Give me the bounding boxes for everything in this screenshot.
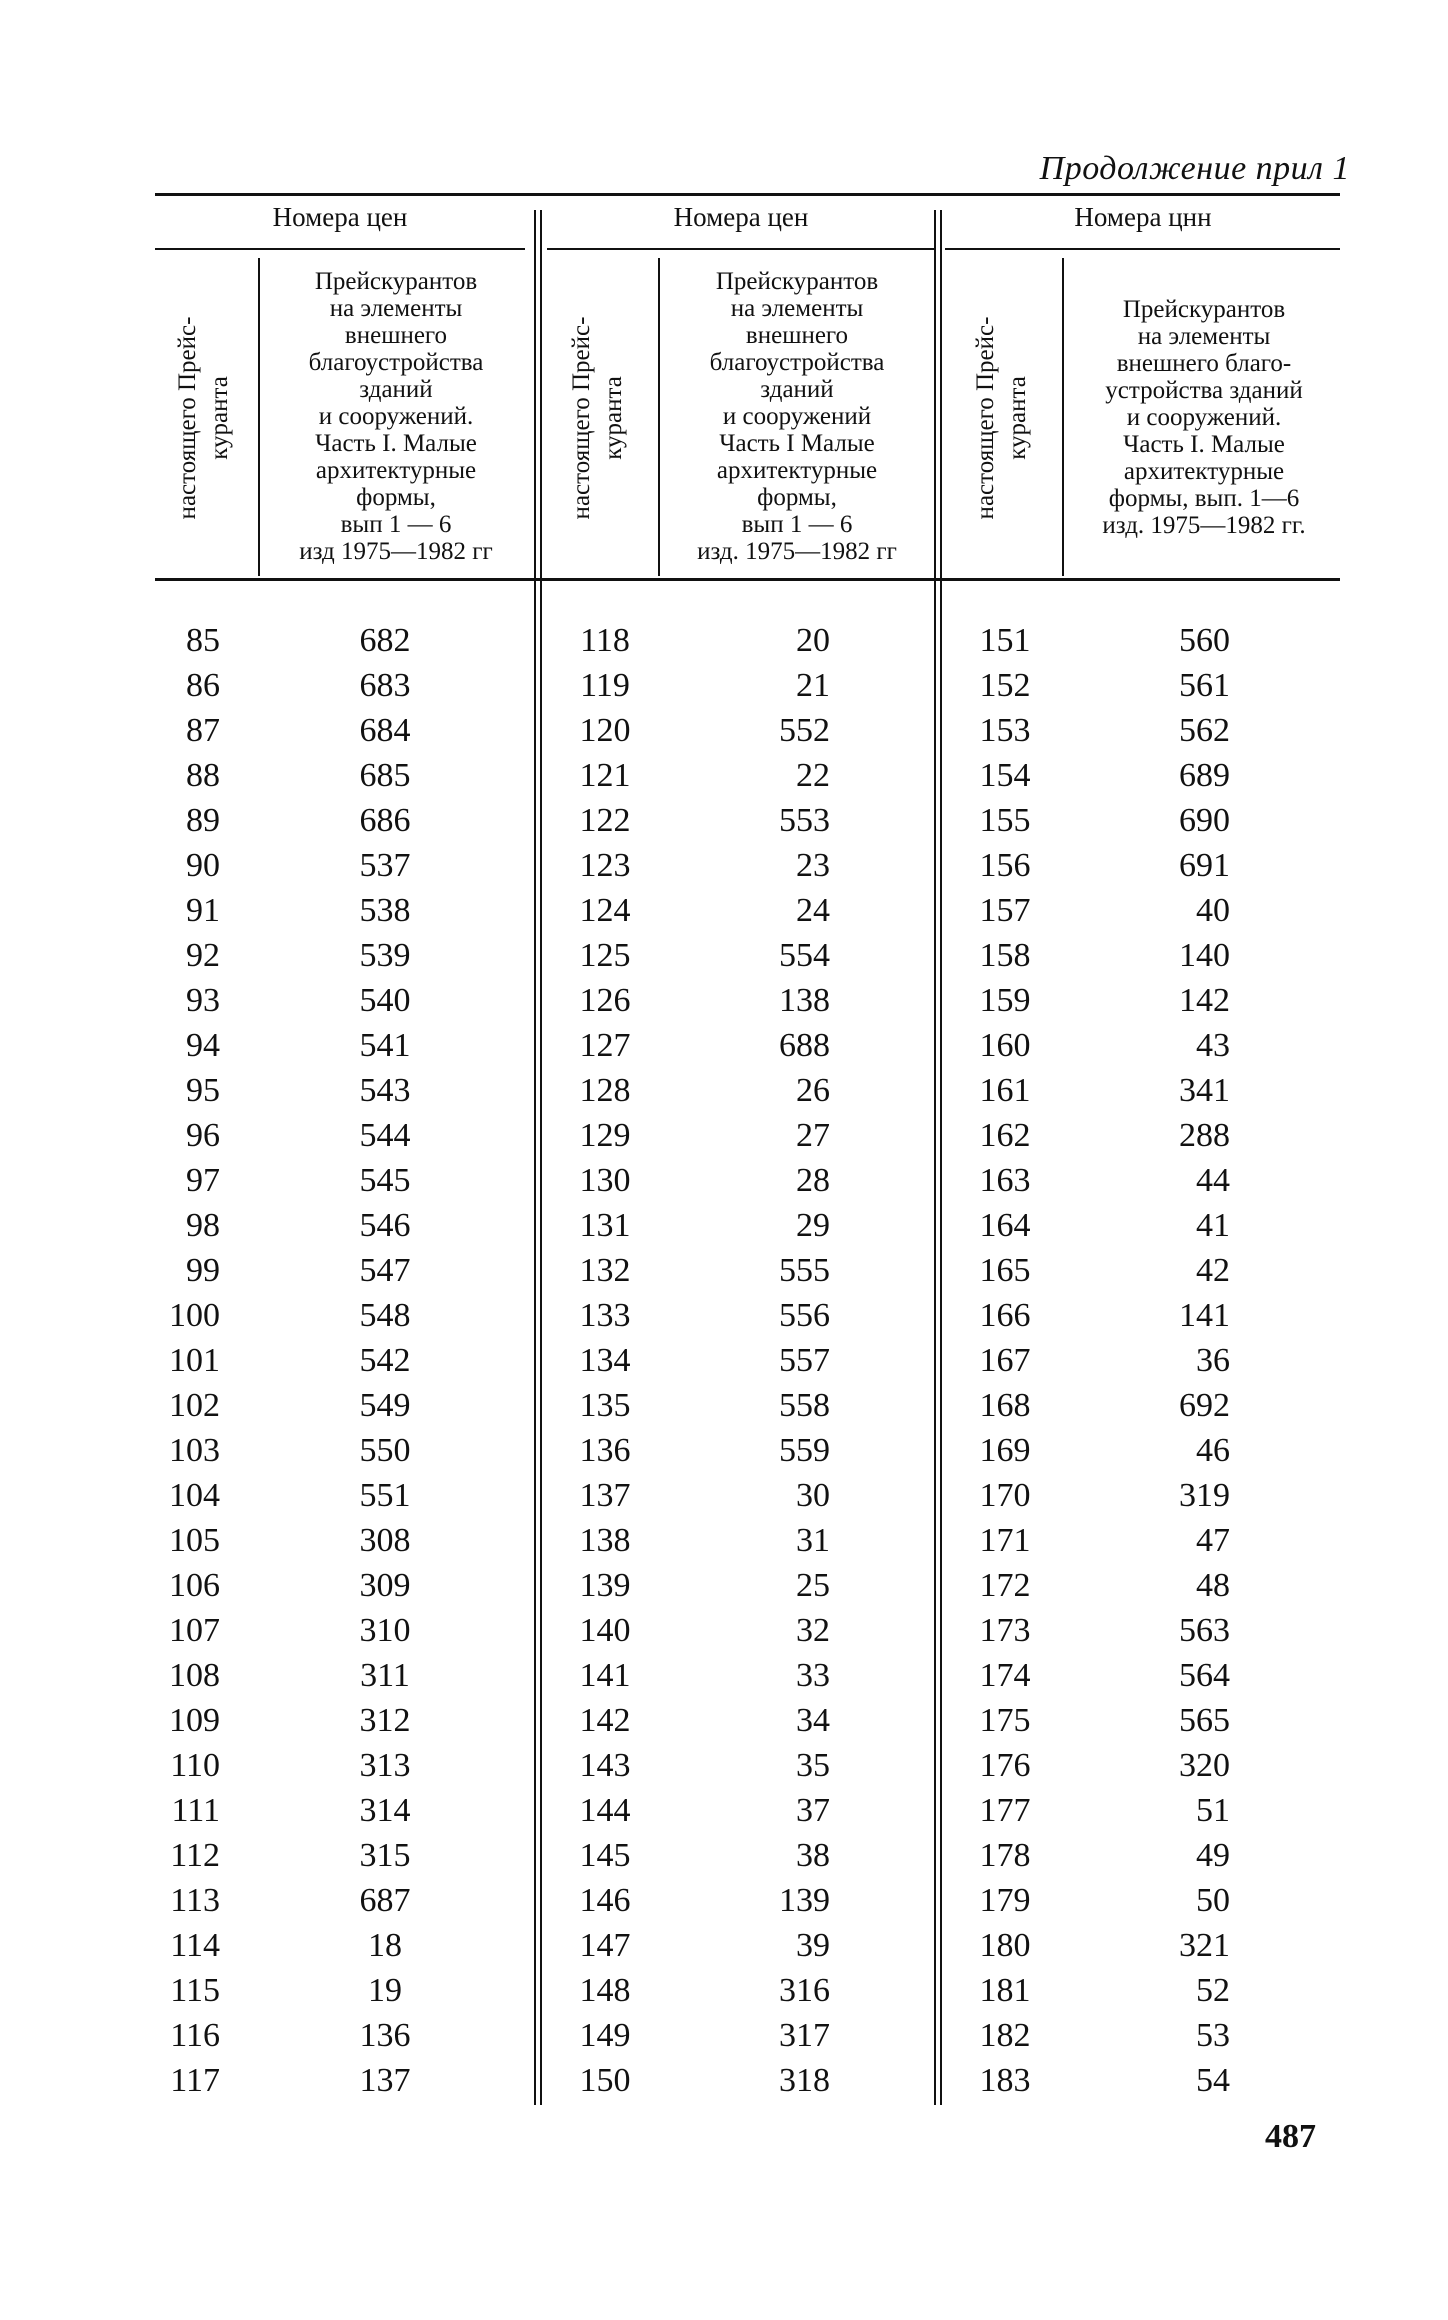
table-cell: 161 <box>979 1072 1031 1109</box>
table-cell: 146 <box>579 1882 631 1919</box>
table-cell: 541 <box>359 1027 411 1064</box>
table-cell: 183 <box>979 2062 1031 2099</box>
table-cell: 105 <box>169 1522 220 1559</box>
table-cell: 313 <box>359 1747 411 1784</box>
table-cell: 94 <box>186 1027 220 1064</box>
page-number: 487 <box>1265 2118 1316 2155</box>
table-cell: 107 <box>169 1612 220 1649</box>
table-cell: 318 <box>779 2062 830 2099</box>
table-cell: 309 <box>359 1567 411 1604</box>
table-cell: 158 <box>979 937 1031 974</box>
group-separator <box>934 210 942 2105</box>
current-column-header: настоящего Прейс- куранта <box>568 316 627 520</box>
table-cell: 182 <box>979 2017 1031 2054</box>
table-cell: 18 <box>368 1927 402 1964</box>
table-cell: 49 <box>1196 1837 1230 1874</box>
table-cell: 542 <box>359 1342 411 1379</box>
table-cell: 48 <box>1196 1567 1230 1604</box>
table-cell: 181 <box>979 1972 1031 2009</box>
table-cell: 37 <box>796 1792 830 1829</box>
table-cell: 546 <box>359 1207 411 1244</box>
table-cell: 124 <box>579 892 631 929</box>
table-cell: 152 <box>979 667 1031 704</box>
table-cell: 41 <box>1196 1207 1230 1244</box>
table-cell: 25 <box>796 1567 830 1604</box>
table-cell: 122 <box>579 802 631 839</box>
table-cell: 40 <box>1196 892 1230 929</box>
table-cell: 22 <box>796 757 830 794</box>
group-title: Номера цен <box>272 202 408 232</box>
table-cell: 153 <box>979 712 1031 749</box>
table-cell: 110 <box>170 1747 220 1784</box>
table-cell: 108 <box>169 1657 220 1694</box>
header-bottom-rule <box>155 578 1340 581</box>
table-cell: 548 <box>359 1297 411 1334</box>
top-rule <box>155 193 1340 196</box>
group-rule <box>155 248 525 250</box>
table-cell: 157 <box>979 892 1031 929</box>
table-cell: 138 <box>579 1522 631 1559</box>
table-cell: 683 <box>359 667 411 704</box>
table-cell: 682 <box>359 622 411 659</box>
table-cell: 98 <box>186 1207 220 1244</box>
table-cell: 564 <box>1179 1657 1230 1694</box>
table-cell: 288 <box>1179 1117 1230 1154</box>
table-cell: 549 <box>359 1387 411 1424</box>
table-cell: 117 <box>170 2062 220 2099</box>
header-separator <box>1062 258 1064 576</box>
table-cell: 172 <box>979 1567 1031 1604</box>
table-cell: 164 <box>979 1207 1031 1244</box>
table-cell: 317 <box>779 2017 830 2054</box>
table-cell: 24 <box>796 892 830 929</box>
table-cell: 561 <box>1179 667 1230 704</box>
table-cell: 134 <box>579 1342 631 1379</box>
table-cell: 170 <box>979 1477 1031 1514</box>
table-cell: 109 <box>169 1702 220 1739</box>
table-cell: 308 <box>359 1522 411 1559</box>
table-cell: 128 <box>579 1072 631 1109</box>
group-rule <box>547 248 935 250</box>
table-cell: 118 <box>580 622 630 659</box>
table-cell: 547 <box>359 1252 411 1289</box>
table-cell: 46 <box>1196 1432 1230 1469</box>
table-cell: 116 <box>170 2017 220 2054</box>
current-number-column <box>150 618 220 2103</box>
table-cell: 138 <box>779 982 830 1019</box>
table-cell: 538 <box>359 892 411 929</box>
table-cell: 179 <box>979 1882 1031 1919</box>
table-cell: 139 <box>579 1567 631 1604</box>
table-cell: 171 <box>979 1522 1031 1559</box>
table-cell: 312 <box>359 1702 411 1739</box>
table-cell: 44 <box>1196 1162 1230 1199</box>
table-cell: 95 <box>186 1072 220 1109</box>
table-cell: 96 <box>186 1117 220 1154</box>
table-cell: 141 <box>1179 1297 1230 1334</box>
current-column-header: настоящего Прейс- куранта <box>972 316 1031 520</box>
table-cell: 692 <box>1179 1387 1230 1424</box>
table-cell: 560 <box>1179 622 1230 659</box>
table-cell: 47 <box>1196 1522 1230 1559</box>
table-cell: 115 <box>170 1972 220 2009</box>
table-cell: 102 <box>169 1387 220 1424</box>
table-cell: 123 <box>579 847 631 884</box>
group-title: Номера цнн <box>1074 202 1212 232</box>
group-title: Номера цен <box>673 202 809 232</box>
table-cell: 160 <box>979 1027 1031 1064</box>
current-number-column <box>560 618 650 2103</box>
table-cell: 154 <box>979 757 1031 794</box>
table-cell: 23 <box>796 847 830 884</box>
table-cell: 136 <box>579 1432 631 1469</box>
table-cell: 119 <box>580 667 630 704</box>
table-cell: 140 <box>579 1612 631 1649</box>
table-cell: 137 <box>359 2062 411 2099</box>
table-cell: 539 <box>359 937 411 974</box>
table-cell: 142 <box>579 1702 631 1739</box>
table-cell: 175 <box>979 1702 1031 1739</box>
table-cell: 139 <box>779 1882 830 1919</box>
table-cell: 341 <box>1179 1072 1230 1109</box>
header-separator <box>658 258 660 576</box>
table-cell: 87 <box>186 712 220 749</box>
table-cell: 159 <box>979 982 1031 1019</box>
table-cell: 34 <box>796 1702 830 1739</box>
table-cell: 106 <box>169 1567 220 1604</box>
table-cell: 174 <box>979 1657 1031 1694</box>
table-cell: 112 <box>170 1837 220 1874</box>
table-cell: 33 <box>796 1657 830 1694</box>
table-cell: 85 <box>186 622 220 659</box>
table-cell: 167 <box>979 1342 1031 1379</box>
old-number-column <box>730 618 830 2103</box>
table-cell: 148 <box>579 1972 631 2009</box>
table-cell: 86 <box>186 667 220 704</box>
table-cell: 315 <box>359 1837 411 1874</box>
table-cell: 26 <box>796 1072 830 1109</box>
current-number-column <box>960 618 1050 2103</box>
table-cell: 89 <box>186 802 220 839</box>
table-cell: 559 <box>779 1432 830 1469</box>
table-cell: 562 <box>1179 712 1230 749</box>
table-cell: 50 <box>1196 1882 1230 1919</box>
table-cell: 97 <box>186 1162 220 1199</box>
table-cell: 143 <box>579 1747 631 1784</box>
table-cell: 121 <box>579 757 631 794</box>
table-cell: 43 <box>1196 1027 1230 1064</box>
table-cell: 147 <box>579 1927 631 1964</box>
table-cell: 129 <box>579 1117 631 1154</box>
table-cell: 551 <box>359 1477 411 1514</box>
table-cell: 169 <box>979 1432 1031 1469</box>
table-cell: 104 <box>169 1477 220 1514</box>
table-cell: 54 <box>1196 2062 1230 2099</box>
table-cell: 136 <box>359 2017 411 2054</box>
table-cell: 125 <box>579 937 631 974</box>
table-cell: 310 <box>359 1612 411 1649</box>
old-number-column <box>330 618 440 2103</box>
caption: Продолжение прил 1 <box>1039 150 1350 187</box>
table-cell: 173 <box>979 1612 1031 1649</box>
table-cell: 141 <box>579 1657 631 1694</box>
table-cell: 163 <box>979 1162 1031 1199</box>
table-cell: 20 <box>796 622 830 659</box>
header-separator <box>258 258 260 576</box>
table-cell: 131 <box>579 1207 631 1244</box>
table-cell: 99 <box>186 1252 220 1289</box>
table-cell: 100 <box>169 1297 220 1334</box>
table-cell: 126 <box>579 982 631 1019</box>
table-cell: 545 <box>359 1162 411 1199</box>
table-cell: 316 <box>779 1972 830 2009</box>
table-cell: 552 <box>779 712 830 749</box>
table-cell: 690 <box>1179 802 1230 839</box>
table-cell: 28 <box>796 1162 830 1199</box>
table-cell: 29 <box>796 1207 830 1244</box>
table-cell: 180 <box>979 1927 1031 1964</box>
table-cell: 127 <box>579 1027 631 1064</box>
table-cell: 688 <box>779 1027 830 1064</box>
table-cell: 553 <box>779 802 830 839</box>
old-column-header: Прейскурантов на элементы внешнего благоустройства зданий и сооружений Часть I Малые архитектурные формы, вып 1 — 6 изд. 1975—1982 гг <box>697 268 897 565</box>
table-cell: 21 <box>796 667 830 704</box>
table-cell: 687 <box>359 1882 411 1919</box>
table-cell: 165 <box>979 1252 1031 1289</box>
table-cell: 314 <box>359 1792 411 1829</box>
group-rule <box>945 248 1340 250</box>
table-cell: 52 <box>1196 1972 1230 2009</box>
table-cell: 32 <box>796 1612 830 1649</box>
table-cell: 35 <box>796 1747 830 1784</box>
table-cell: 27 <box>796 1117 830 1154</box>
table-cell: 113 <box>170 1882 220 1919</box>
table-cell: 90 <box>186 847 220 884</box>
table-cell: 686 <box>359 802 411 839</box>
table-cell: 543 <box>359 1072 411 1109</box>
table-cell: 544 <box>359 1117 411 1154</box>
table-cell: 168 <box>979 1387 1031 1424</box>
group-separator <box>534 210 542 2105</box>
table-cell: 92 <box>186 937 220 974</box>
table-cell: 42 <box>1196 1252 1230 1289</box>
table-cell: 176 <box>979 1747 1031 1784</box>
table-cell: 150 <box>579 2062 631 2099</box>
table-cell: 132 <box>579 1252 631 1289</box>
table-cell: 137 <box>579 1477 631 1514</box>
table-cell: 554 <box>779 937 830 974</box>
table-cell: 689 <box>1179 757 1230 794</box>
table-cell: 39 <box>796 1927 830 1964</box>
table-cell: 555 <box>779 1252 830 1289</box>
table-cell: 319 <box>1179 1477 1230 1514</box>
table-cell: 691 <box>1179 847 1230 884</box>
table-cell: 556 <box>779 1297 830 1334</box>
table-cell: 537 <box>359 847 411 884</box>
old-column-header: Прейскурантов на элементы внешнего благо- устройства зданий и сооружений. Часть I. Малые архитектурные формы, вып. 1—6 изд. 1975—1982 гг. <box>1102 296 1306 539</box>
table-cell: 151 <box>979 622 1031 659</box>
table-cell: 142 <box>1179 982 1230 1019</box>
table-cell: 130 <box>579 1162 631 1199</box>
table-cell: 685 <box>359 757 411 794</box>
table-cell: 53 <box>1196 2017 1230 2054</box>
table-cell: 162 <box>979 1117 1031 1154</box>
table-cell: 36 <box>1196 1342 1230 1379</box>
table-cell: 144 <box>579 1792 631 1829</box>
table-cell: 178 <box>979 1837 1031 1874</box>
table-cell: 311 <box>360 1657 410 1694</box>
table-cell: 166 <box>979 1297 1031 1334</box>
table-cell: 93 <box>186 982 220 1019</box>
table-cell: 321 <box>1179 1927 1230 1964</box>
table-cell: 177 <box>979 1792 1031 1829</box>
table-cell: 91 <box>186 892 220 929</box>
old-column-header: Прейскурантов на элементы внешнего благоустройства зданий и сооружений. Часть I. Малые архитектурные формы, вып 1 — 6 изд 1975—1982 гг <box>299 268 493 565</box>
table-cell: 684 <box>359 712 411 749</box>
table-cell: 38 <box>796 1837 830 1874</box>
table-cell: 135 <box>579 1387 631 1424</box>
table-cell: 88 <box>186 757 220 794</box>
current-column-header: настоящего Прейс- куранта <box>174 316 233 520</box>
old-number-column <box>1130 618 1230 2103</box>
table-cell: 31 <box>796 1522 830 1559</box>
table-cell: 149 <box>579 2017 631 2054</box>
table-cell: 563 <box>1179 1612 1230 1649</box>
table-cell: 155 <box>979 802 1031 839</box>
table-cell: 19 <box>368 1972 402 2009</box>
table-cell: 156 <box>979 847 1031 884</box>
table-cell: 550 <box>359 1432 411 1469</box>
table-cell: 120 <box>579 712 631 749</box>
table-cell: 558 <box>779 1387 830 1424</box>
table-cell: 320 <box>1179 1747 1230 1784</box>
table-cell: 30 <box>796 1477 830 1514</box>
table-cell: 103 <box>169 1432 220 1469</box>
table-cell: 565 <box>1179 1702 1230 1739</box>
table-cell: 111 <box>171 1792 220 1829</box>
table-cell: 140 <box>1179 937 1230 974</box>
table-cell: 133 <box>579 1297 631 1334</box>
table-cell: 145 <box>579 1837 631 1874</box>
table-cell: 540 <box>359 982 411 1019</box>
table-cell: 557 <box>779 1342 830 1379</box>
table-cell: 101 <box>169 1342 220 1379</box>
table-cell: 51 <box>1196 1792 1230 1829</box>
table-cell: 114 <box>170 1927 220 1964</box>
